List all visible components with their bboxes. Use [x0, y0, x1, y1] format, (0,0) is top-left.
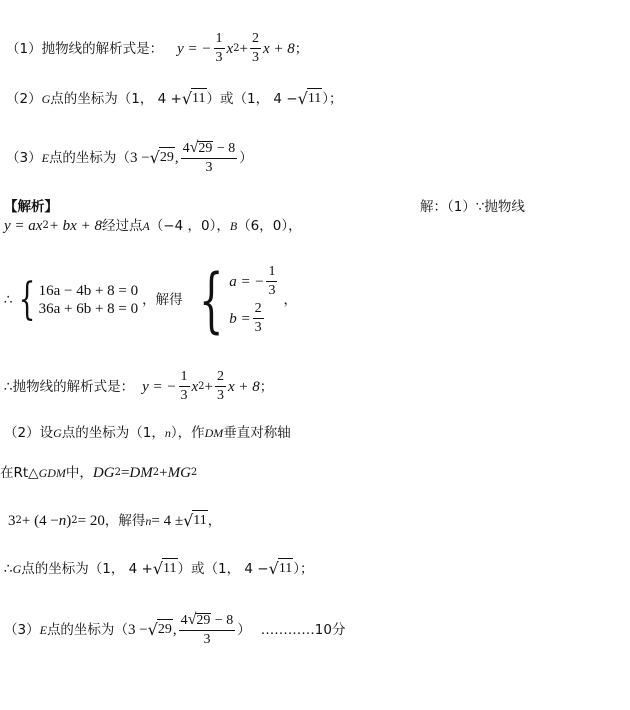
solution-line-1: y = ax 2 + bx + 8 经过点 A （−4 ，0）， B （6，0），: [4, 218, 302, 234]
fraction-one-third: $\frac{1}{3}$: [215, 31, 223, 65]
answer-part-1: （1）抛物线的解析式是： y = − $\frac{1}{3}$ x 2 + $\frac{2}{3}$ x + 8 ；: [6, 31, 309, 65]
answer-1-label: （1）抛物线的解析式是：: [6, 40, 164, 57]
solution-line-6: 3 2 + (4 − n ) 2 = 20 ，解得 n = 4 ± √ 11 ，: [8, 511, 222, 530]
solution-intro: 解：（1）∵抛物线: [420, 199, 525, 215]
sqrt-29: √ 29: [149, 148, 174, 167]
solution-system: ∴ { 16a − 4b + 8 = 0 36a + 6b + 8 = 0 ，解得 { a = − $\frac{1}{3}$ b = $\frac{2}{3}$ ，: [4, 259, 297, 341]
fraction-e-coordinate: 4 √ 29 − 8 3: [182, 139, 236, 175]
answer-part-3: （3） E 点的坐标为（ 3 − √ 29 , 4 √ 29 − 8 3 ）: [6, 139, 253, 175]
answer-part-2: （2） G 点的坐标为（1， 4 + √ 11 ）或（1， 4 − √ 11 ）；: [6, 89, 343, 108]
solution-line-8: （3） E 点的坐标为（ 3 − √ 29 , 4 √ 29 − 8 3 ） …………10分: [4, 611, 346, 647]
sqrt-11: √ 11: [181, 89, 206, 108]
solution-system-result: { a = − $\frac{1}{3}$ b = $\frac{2}{3}$: [198, 259, 276, 341]
solution-line-7: ∴ G 点的坐标为（1， 4 + √ 11 ）或（1， 4 − √ 11 ）；: [4, 559, 314, 578]
solution-line-4: （2）设 G 点的坐标为（1， n ），作 DM 垂直对称轴: [4, 425, 291, 441]
score-note: …………10分: [260, 621, 346, 638]
sqrt-11: √ 11: [297, 89, 322, 108]
fraction-two-thirds: $\frac{2}{3}$: [252, 31, 260, 65]
equation-system: { 16a − 4b + 8 = 0 36a + 6b + 8 = 0: [18, 274, 139, 325]
solution-line-5: 在Rt△ GDM 中， DG 2 = DM 2 + MG 2: [0, 465, 198, 481]
answer-1-lhs: y = −: [177, 40, 212, 57]
analysis-header: 【解析】: [4, 199, 58, 215]
solution-line-3: ∴抛物线的解析式是： y = − $\frac{1}{3}$ x 2 + $\frac{2}{3}$ x + 8 ；: [4, 369, 274, 403]
